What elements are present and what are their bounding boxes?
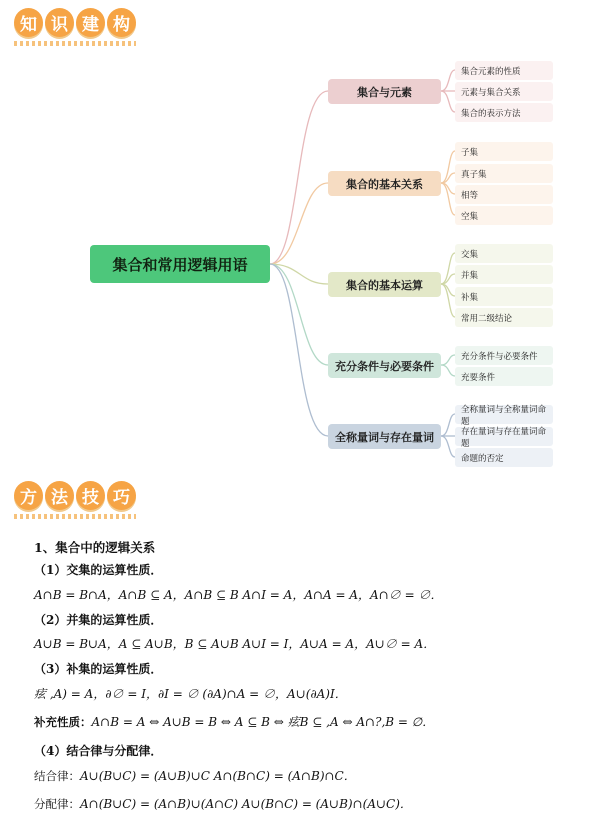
title-char: 巧 — [107, 481, 136, 510]
title-char: 法 — [45, 481, 74, 510]
subheading-intersection: （1）交集的运算性质． — [34, 563, 163, 577]
associative-row — [34, 767, 356, 784]
mindmap-leaf: 充要条件 — [455, 367, 553, 386]
mindmap-leaf: 全称量词与全称量词命题 — [455, 405, 553, 424]
mindmap-leaf: 真子集 — [455, 164, 553, 183]
content-heading: 1、集合中的逻辑关系 — [34, 540, 156, 555]
mindmap-leaf: 充分条件与必要条件 — [455, 346, 553, 365]
formula-distributive: A∩(B∪C) = (A∩B)∪(A∩C) A∪(B∩C) = (A∪B)∩(A∪C)． — [80, 797, 412, 811]
mindmap-leaf: 存在量词与存在量词命题 — [455, 427, 553, 446]
mindmap-leaf: 命题的否定 — [455, 448, 553, 467]
title-char: 技 — [76, 481, 105, 510]
supplementary-row — [34, 713, 434, 730]
mindmap-leaf: 集合元素的性质 — [455, 61, 553, 80]
formula-associative: A∪(B∪C) = (A∪B)∪C A∩(B∩C) = (A∩B)∩C． — [80, 769, 356, 783]
associative-label: 结合律： — [34, 769, 80, 783]
mindmap-leaf: 空集 — [455, 206, 553, 225]
mindmap-leaf: 补集 — [455, 287, 553, 306]
formula-union: A∪B = B∪A，A ⊆ A∪B，B ⊆ A∪B A∪I = I，A∪A = A，A∪∅ = A． — [34, 637, 436, 651]
mindmap-leaf: 相等 — [455, 185, 553, 204]
title-char: 构 — [107, 8, 136, 37]
mindmap-leaf: 元素与集合关系 — [455, 82, 553, 101]
distributive-label: 分配律： — [34, 797, 80, 811]
mindmap-root: 集合和常用逻辑用语 — [90, 245, 270, 283]
title-char: 识 — [45, 8, 74, 37]
section-title-methods — [14, 481, 136, 510]
mindmap-branch: 全称量词与存在量词 — [328, 424, 441, 449]
subheading-union: （2）并集的运算性质． — [34, 613, 163, 627]
supplementary-label: 补充性质： — [34, 715, 92, 729]
mindmap-leaf: 并集 — [455, 265, 553, 284]
formula-complement: 痃 ,A) = A，∂∅ = I，∂I = ∅ (∂A)∩A = ∅，A∪(∂A)I． — [34, 687, 347, 701]
formula-supplementary: A∩B = A ⇔ A∪B = B ⇔ A ⊆ B ⇔ 痃B ⊆ ,A ⇔ A∩?,B = ∅． — [91, 715, 435, 729]
title-char: 知 — [14, 8, 43, 37]
section-title-knowledge — [14, 8, 136, 37]
mindmap-leaf: 子集 — [455, 142, 553, 161]
subheading-complement: （3）补集的运算性质． — [34, 662, 163, 676]
title-char: 建 — [76, 8, 105, 37]
mindmap-branch: 集合的基本关系 — [328, 171, 441, 196]
title-char: 方 — [14, 481, 43, 510]
mindmap-branch: 充分条件与必要条件 — [328, 353, 441, 378]
subheading-laws: （4）结合律与分配律． — [34, 744, 163, 758]
title-underline — [14, 514, 136, 519]
title-underline — [14, 41, 136, 46]
mindmap-leaf: 交集 — [455, 244, 553, 263]
distributive-row — [34, 795, 412, 812]
mindmap-leaf: 常用二级结论 — [455, 308, 553, 327]
formula-intersection: A∩B = B∩A，A∩B ⊆ A，A∩B ⊆ B A∩I = A，A∩A = A，A∩∅ = ∅． — [34, 588, 443, 602]
mindmap-leaf: 集合的表示方法 — [455, 103, 553, 122]
mindmap-branch: 集合的基本运算 — [328, 272, 441, 297]
mindmap-branch: 集合与元素 — [328, 79, 441, 104]
